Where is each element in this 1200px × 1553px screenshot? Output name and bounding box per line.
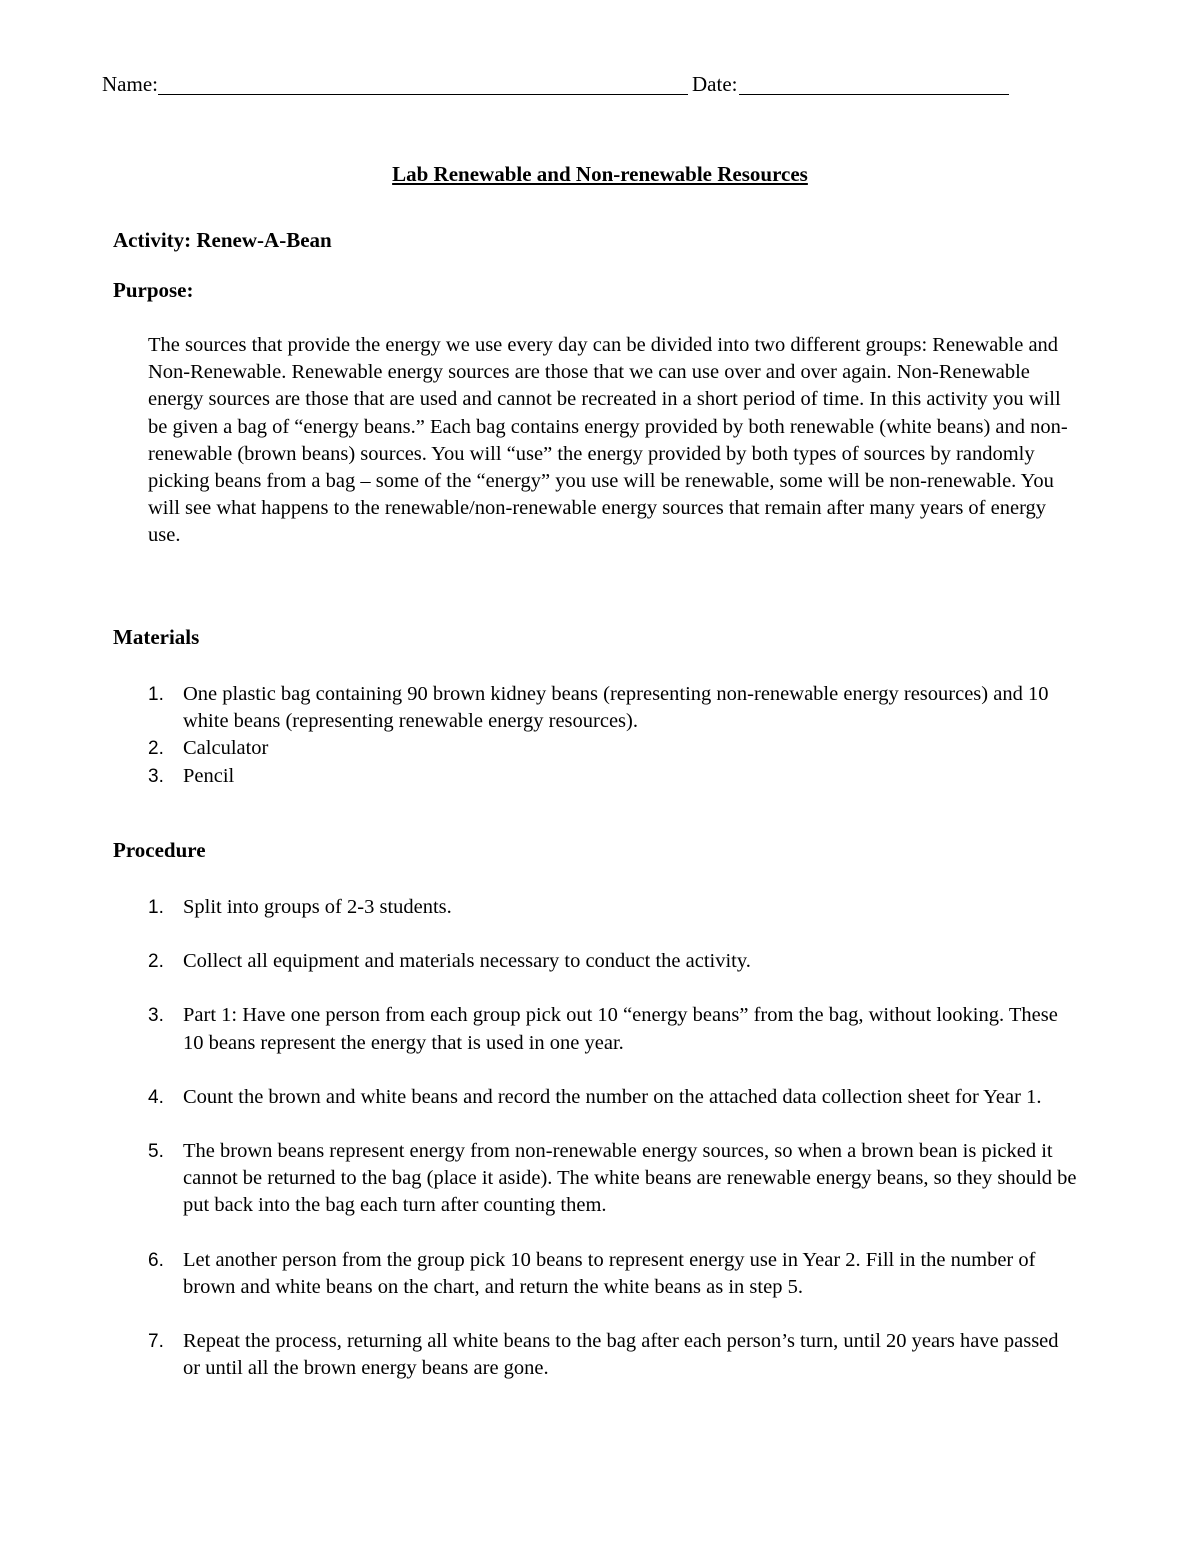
list-item — [148, 1084, 1078, 1111]
procedure-list — [148, 894, 1078, 1409]
list-item — [148, 894, 1078, 921]
step-number: 4. — [148, 1086, 164, 1108]
item-text: Calculator — [183, 737, 269, 760]
name-date-header — [102, 70, 1022, 98]
list-item — [148, 681, 1078, 735]
step-number: 5. — [148, 1141, 164, 1163]
item-number: 1. — [148, 684, 164, 705]
step-number: 7. — [148, 1331, 164, 1353]
materials-heading: Materials — [113, 625, 200, 649]
list-item — [148, 1247, 1078, 1301]
step-number: 3. — [148, 1005, 164, 1027]
lab-title: Lab Renewable and Non-renewable Resources — [392, 162, 808, 186]
step-text: Count the brown and white beans and record the number on the attached data collection sheet for Year 1. — [183, 1085, 1042, 1108]
step-text: Split into groups of 2-3 students. — [183, 896, 452, 918]
item-text: One plastic bag containing 90 brown kidney beans (representing non-renewable energy resources) and 10 white beans (representing renewable energy resources). — [183, 683, 1049, 733]
activity-heading: Activity: Renew-A-Bean — [113, 228, 332, 252]
list-item — [148, 1002, 1078, 1056]
procedure-heading: Procedure — [113, 838, 206, 862]
purpose-paragraph: The sources that provide the energy we use every day can be divided into two different groups: Renewable and Non-Renewable. Renewable energy sources are those that we can use over and over again. Non-Renewable energy sources are those that are used and cannot be recreated in a short period of time. In this activity you will be given a bag of “energy beans.” Each bag contains energy provided by both renewable (white beans) and non-renewable (brown beans) sources. You will “use” the energy provided by both types of sources by randomly picking beans from a bag – some of the “energy” you use will be renewable, some will be non-renewable. You will see what happens to the renewable/non-renewable energy sources that remain after many years of energy use. — [148, 334, 1068, 547]
step-text: Collect all equipment and materials necessary to conduct the activity. — [183, 950, 751, 973]
step-number: 6. — [148, 1249, 164, 1271]
list-item — [148, 763, 1078, 790]
step-text: Part 1: Have one person from each group pick out 10 “energy beans” from the bag, without looking. These 10 beans represent the energy that is used in one year. — [183, 1004, 1058, 1054]
list-item — [148, 735, 1078, 762]
step-text: Repeat the process, returning all white beans to the bag after each person’s turn, until 20 years have passed or until all the brown energy beans are gone. — [183, 1330, 1059, 1380]
list-item — [148, 1328, 1078, 1382]
step-number: 2. — [148, 951, 164, 973]
item-number: 3. — [148, 765, 164, 787]
step-number: 1. — [148, 897, 164, 918]
purpose-heading: Purpose: — [113, 278, 194, 302]
name-blank-line — [158, 94, 688, 95]
date-label: Date: — [692, 72, 738, 96]
item-number: 2. — [148, 738, 164, 760]
materials-list — [148, 681, 1078, 790]
list-item — [148, 1138, 1078, 1220]
step-text: Let another person from the group pick 10 beans to represent energy use in Year 2. Fill in the number of brown and white beans on the chart, and return the white beans as in step 5. — [183, 1248, 1036, 1298]
item-text: Pencil — [183, 764, 235, 787]
date-blank-line — [739, 94, 1009, 95]
step-text: The brown beans represent energy from non-renewable energy sources, so when a brown bean is picked it cannot be returned to the bag (place it aside). The white beans are renewable energy beans, so they should be put back into the bag each turn after counting them. — [183, 1140, 1077, 1217]
name-label: Name: — [102, 72, 158, 96]
list-item — [148, 948, 1078, 975]
